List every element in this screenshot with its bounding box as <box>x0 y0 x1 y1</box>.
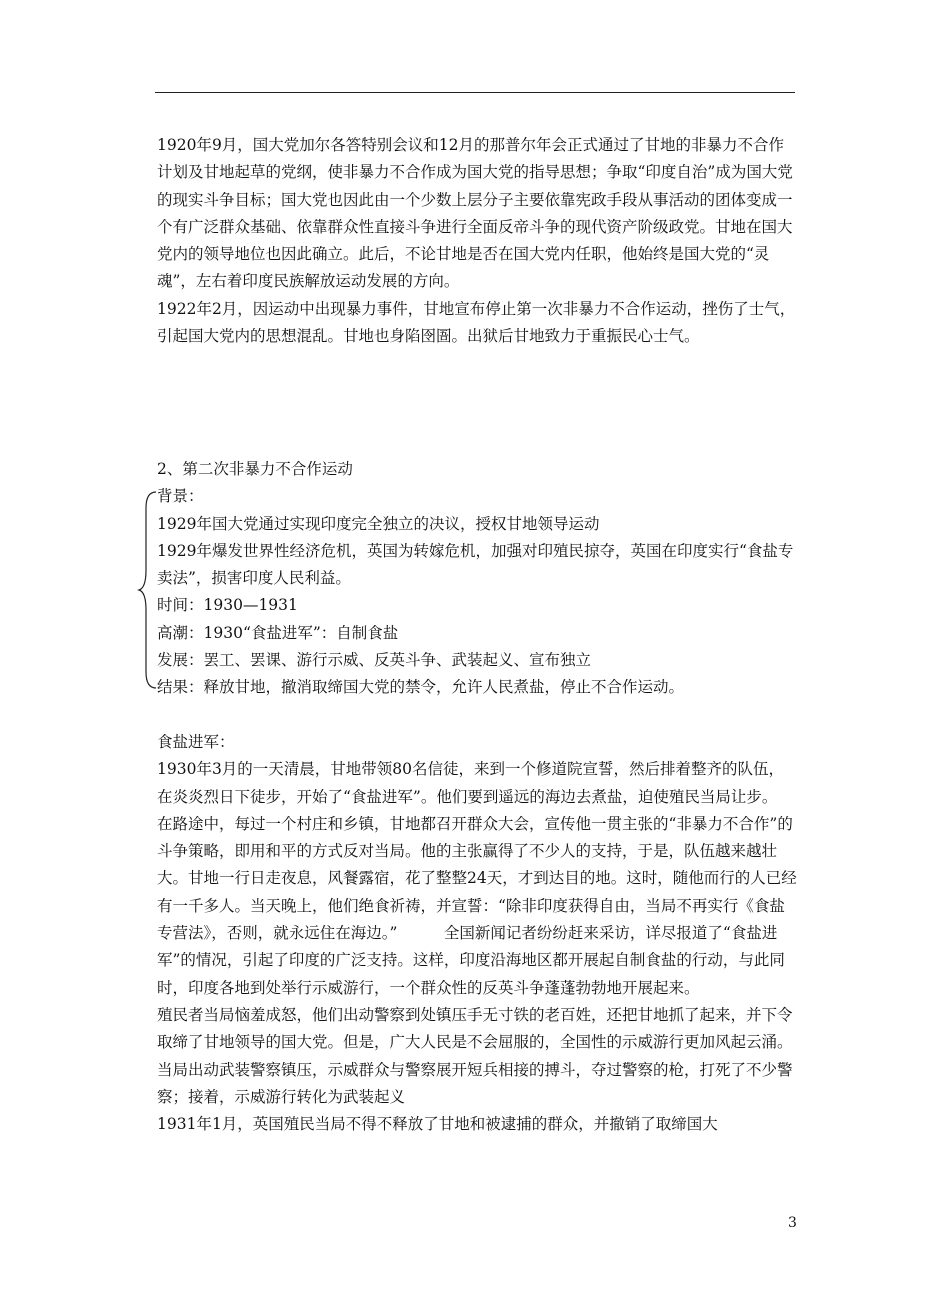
list-item: 高潮：1930“食盐进军”：自制食盐 <box>157 623 399 642</box>
section-heading: 食盐进军： <box>157 733 235 751</box>
list-item: 时间：1930—1931 <box>157 596 298 615</box>
list-item: 结果：释放甘地，撤消取缔国大党的禁令，允许人民煮盐，停止不合作运动。 <box>157 678 685 697</box>
curly-brace-icon <box>137 490 159 690</box>
section-first-movement <box>157 132 797 350</box>
list-item: 1929年爆发世界性经济危机，英国为转嫁危机，加强对印殖民掠夺，英国在印度实行“食盐专卖法”，损害印度人民利益。 <box>157 541 794 588</box>
section-salt-march <box>157 729 797 1138</box>
page-number: 3 <box>788 1215 797 1231</box>
list-item: 1929年国大党通过实现印度完全独立的决议，授权甘地领导运动 <box>157 514 600 533</box>
paragraph: 殖民者当局恼羞成怒，他们出动警察到处镇压手无寸铁的老百姓，还把甘地抓了起来，并下令取缔了甘地领导的国大党。但是，广大人民是不会屈服的，全国性的示威游行更加风起云涌。当局出动武装警察镇压，示威群众与警察展开短兵相接的搏斗，夺过警察的枪，打死了不少警察；接着，示威游行转化为武装起义 <box>157 1005 793 1106</box>
header-rule <box>155 92 795 93</box>
paragraph: 1922年2月，因运动中出现暴力事件，甘地宣布停止第一次非暴力不合作运动，挫伤了士气，引起国大党内的思想混乱。甘地也身陷囹圄。出狱后甘地致力于重振民心士气。 <box>157 299 796 346</box>
paragraph: 在路途中，每过一个村庄和乡镇，甘地都召开群众大会，宣传他一贯主张的“非暴力不合作”的斗争策略，即用和平的方式反对当局。他的主张赢得了不少人的支持，于是，队伍越来越壮大。甘地一行日走夜息，风餐露宿，花了整整24天，才到达目的地。这时，随他而行的人已经有一千多人。当天晚上，他们绝食祈祷，并宣誓：“除非印度获得自由，当局不再实行《食盐专营法》，否则，就永远住在海边。” 全国新闻记者纷纷赶来采访，详尽报道了“食盐进军”的情况，引起了印度的广泛支持。这样，印度沿海地区都开展起自制食盐的行动，与此同时，印度各地到处举行示威游行，一个群众性的反英斗争蓬蓬勃勃地开展起来。 <box>157 814 797 997</box>
paragraph: 1931年1月，英国殖民当局不得不释放了甘地和被逮捕的群众，并撤销了取缔国大 <box>157 1115 718 1134</box>
section-heading: 2、第二次非暴力不合作运动 <box>157 460 353 478</box>
list-item: 背景： <box>157 487 204 506</box>
paragraph: 1920年9月，国大党加尔各答特别会议和12月的那普尔年会正式通过了甘地的非暴力不合作计划及甘地起草的党纲，使非暴力不合作成为国大党的指导思想；争取“印度自治”成为国大党的现实斗争目标；国大党也因此由一个少数上层分子主要依靠宪政手段从事活动的团体变成一个有广泛群众基础、依靠群众性直接斗争进行全面反帝斗争的现代资产阶级政党。甘地在国大党内的领导地位也因此确立。此后，不论甘地是否在国大党内任职，他始终是国大党的“灵魂”，左右着印度民族解放运动发展的方向。 <box>157 136 793 291</box>
list-item: 发展：罢工、罢课、游行示威、反英斗争、武装起义、宣布独立 <box>157 651 592 670</box>
section-second-movement <box>157 456 797 702</box>
paragraph: 1930年3月的一天清晨，甘地带领80名信徒，来到一个修道院宣誓，然后排着整齐的队伍，在炎炎烈日下徒步，开始了“食盐进军”。他们要到遥远的海边去煮盐，迫使殖民当局让步。 <box>157 760 785 806</box>
